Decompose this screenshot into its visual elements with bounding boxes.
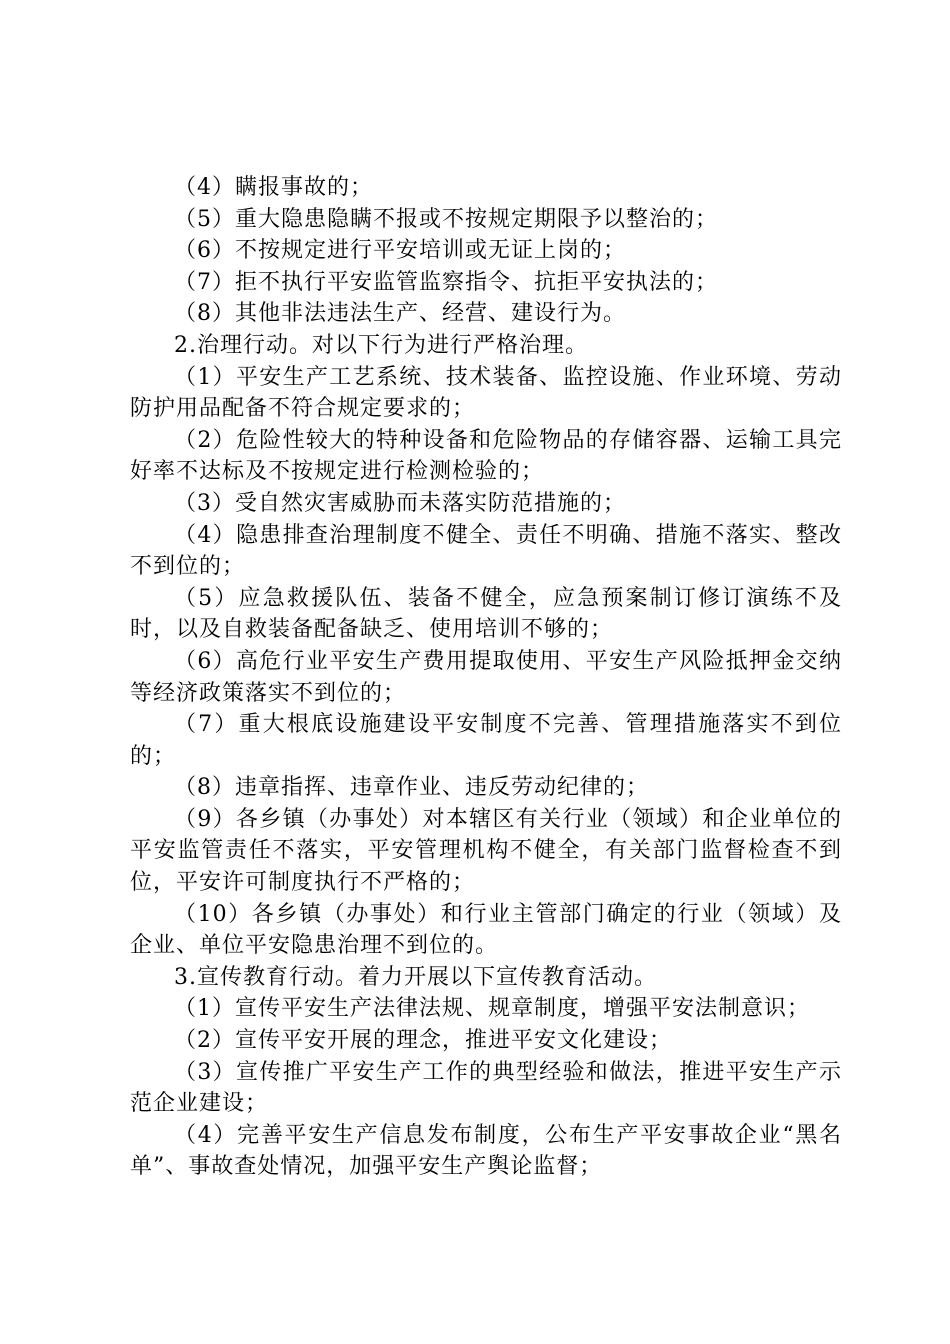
paragraph: （1）平安生产工艺系统、技术装备、监控设施、作业环境、劳动防护用品配备不符合规定要求的； <box>130 364 842 422</box>
paragraph: （2）宣传平安开展的理念，推进平安文化建设； <box>174 1028 672 1054</box>
paragraph: （5）应急救援队伍、装备不健全，应急预案制订修订演练不及时，以及自救装备配备缺乏、使用培训不够的； <box>130 585 842 643</box>
section-heading: 2.治理行动。对以下行为进行严格治理。 <box>174 332 588 358</box>
paragraph: （4）隐患排查治理制度不健全、责任不明确、措施不落实、整改不到位的； <box>130 522 842 580</box>
section-heading: 3.宣传教育行动。着力开展以下宣传教育活动。 <box>174 964 657 990</box>
paragraph: （6）不按规定进行平安培训或无证上岗的； <box>174 238 626 264</box>
document-body <box>130 172 842 1183</box>
paragraph: （3）受自然灾害威胁而未落实防范措施的； <box>174 490 626 516</box>
paragraph: （4）完善平安生产信息发布制度，公布生产平安事故企业“黑名单”、事故查处情况，加强平安生产舆论监督； <box>130 1122 842 1180</box>
paragraph: （3）宣传推广平安生产工作的典型经验和做法，推进平安生产示范企业建设； <box>130 1059 842 1117</box>
paragraph: （1）宣传平安生产法律法规、规章制度，增强平安法制意识； <box>174 996 810 1022</box>
paragraph: （9）各乡镇（办事处）对本辖区有关行业（领域）和企业单位的平安监管责任不落实，平安管理机构不健全，有关部门监督检查不到位，平安许可制度执行不严格的； <box>130 806 842 896</box>
paragraph: （8）违章指挥、违章作业、违反劳动纪律的； <box>174 775 649 801</box>
paragraph: （10）各乡镇（办事处）和行业主管部门确定的行业（领域）及企业、单位平安隐患治理不到位的。 <box>130 901 842 959</box>
paragraph: （7）拒不执行平安监管监察指令、抗拒平安执法的； <box>174 269 718 295</box>
paragraph: （4）瞒报事故的； <box>174 175 373 200</box>
paragraph: （2）危险性较大的特种设备和危险物品的存储容器、运输工具完好率不达标及不按规定进行检测检验的； <box>130 427 842 485</box>
paragraph: （5）重大隐患隐瞒不报或不按规定期限予以整治的； <box>174 206 718 232</box>
paragraph: （8）其他非法违法生产、经营、建设行为。 <box>174 301 626 327</box>
paragraph: （7）重大根底设施建设平安制度不完善、管理措施落实不到位的； <box>130 712 842 769</box>
paragraph: （6）高危行业平安生产费用提取使用、平安生产风险抵押金交纳等经济政策落实不到位的； <box>130 648 842 706</box>
